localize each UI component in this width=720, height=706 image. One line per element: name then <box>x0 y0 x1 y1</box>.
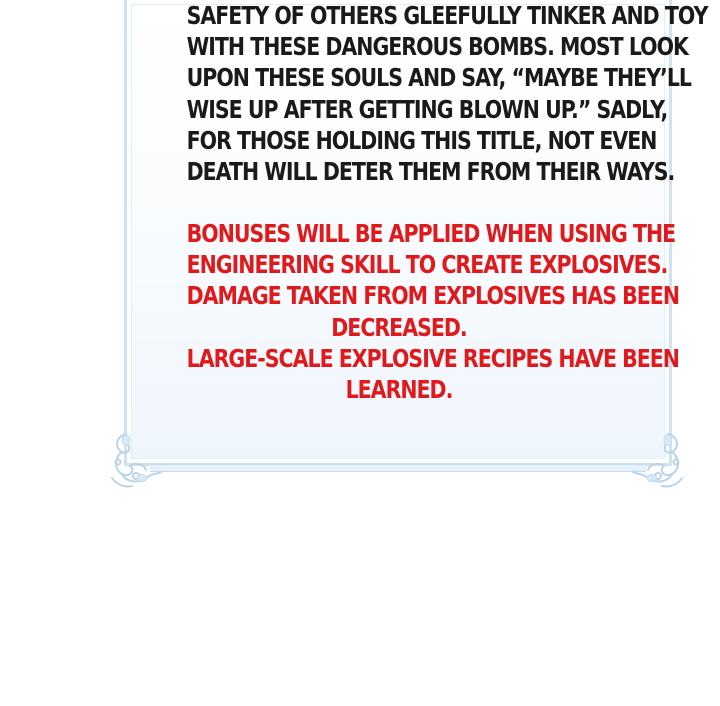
description-line: WISE UP AFTER GETTING BLOWN UP.” SADLY, <box>186 94 668 124</box>
description-line: SAFETY OF OTHERS GLEEFULLY TINKER AND TOY <box>186 1 708 30</box>
floral-scroll-icon <box>106 428 162 490</box>
panel-bottom-rule <box>150 464 646 472</box>
bonus-line: LARGE-SCALE EXPLOSIVE RECIPES HAVE BEEN <box>186 343 679 373</box>
description-line: DEATH WILL DETER THEM FROM THEIR WAYS. <box>186 157 675 187</box>
bonus-line: ENGINEERING SKILL TO CREATE EXPLOSIVES. <box>186 250 668 280</box>
bonus-line: LEARNED. <box>345 375 453 405</box>
bonus-line: DAMAGE TAKEN FROM EXPLOSIVES HAS BEEN <box>186 281 679 311</box>
floral-scroll-icon <box>632 428 688 490</box>
bonus-line: DECREASED. <box>331 312 467 342</box>
description-line: WITH THESE DANGEROUS BOMBS. MOST LOOK <box>186 32 688 62</box>
description-line: FOR THOSE HOLDING THIS TITLE, NOT EVEN <box>186 125 657 155</box>
title-description <box>186 0 708 187</box>
bonus-line: BONUSES WILL BE APPLIED WHEN USING THE <box>186 219 676 248</box>
title-bonuses <box>186 218 679 405</box>
description-line: UPON THESE SOULS AND SAY, “MAYBE THEY’LL <box>186 63 692 93</box>
